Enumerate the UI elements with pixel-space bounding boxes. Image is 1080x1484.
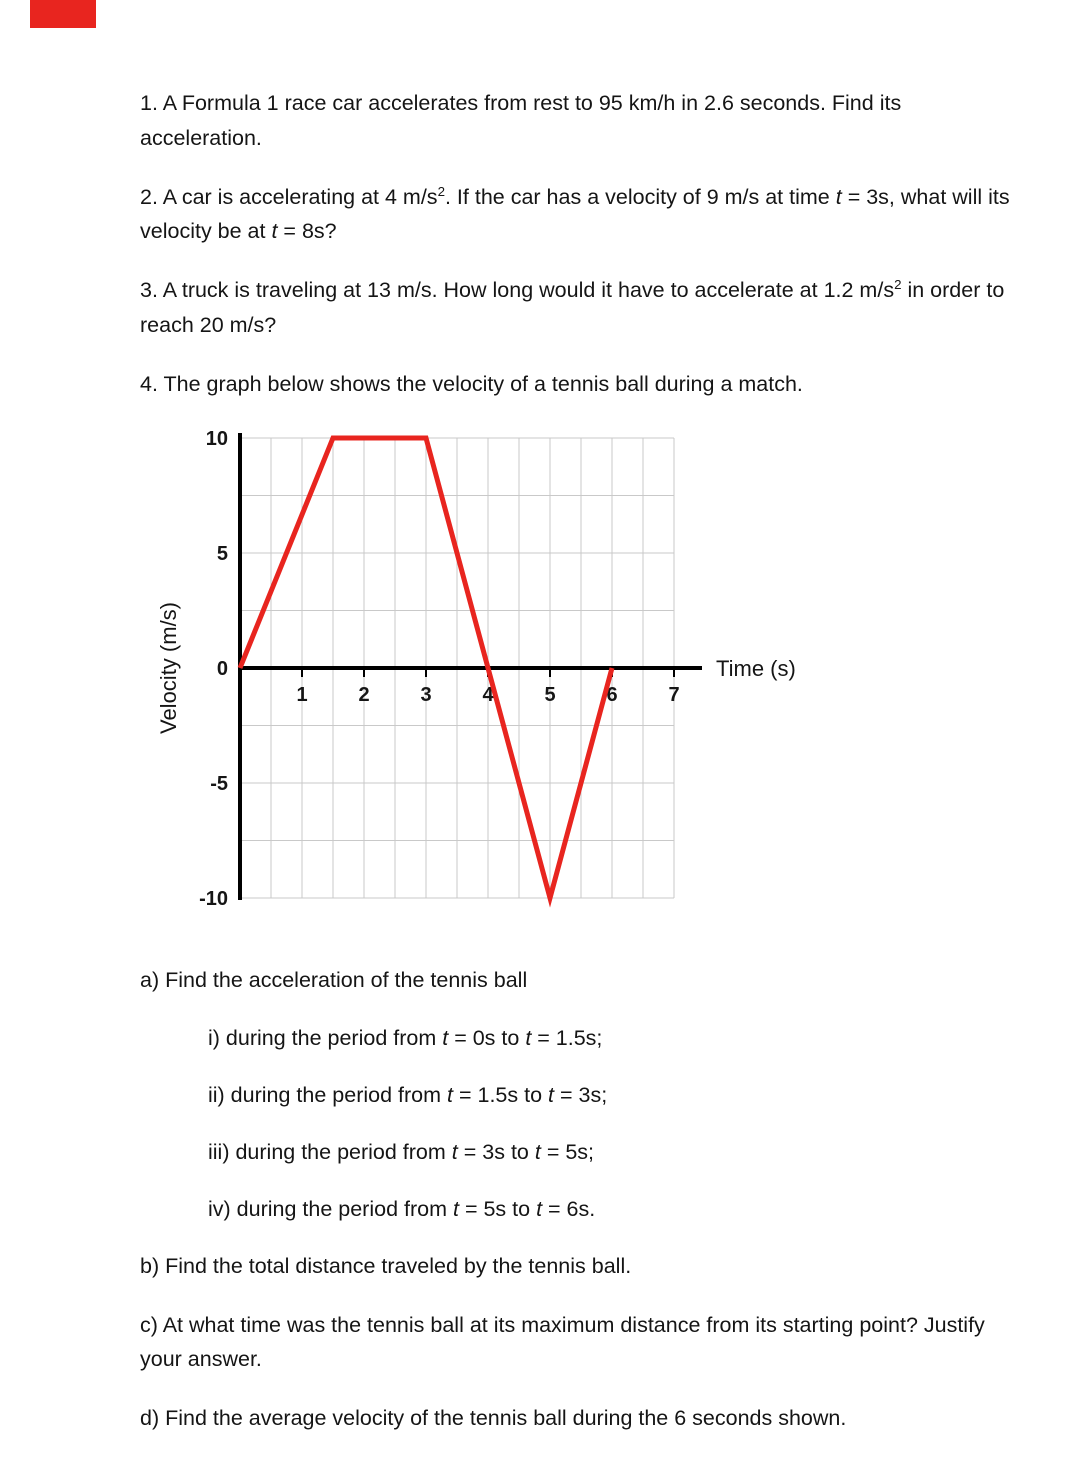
text-segment: 2 [437,183,445,199]
y-tick-label: 10 [205,427,228,450]
text-segment: = 3s to [457,1140,535,1165]
text-segment: t [536,1196,543,1221]
text-segment: t [835,184,842,209]
question-1 [140,86,1016,156]
question-4c [140,1308,1016,1378]
x-tick-label: 3 [420,683,432,706]
text-segment: in order to reach 20 m/s? [140,278,1005,338]
text-segment: 2 [894,277,902,293]
text-segment: t [271,219,278,244]
question-4 [140,367,1016,402]
text-segment: c) At what time was the tennis ball at its maximum distance from its starting point? Justify your answer. [140,1312,985,1372]
x-tick-label: 1 [296,683,308,706]
text-segment: = 3s, what will its velocity be at [140,184,1010,244]
text-segment: = 8s? [277,219,337,244]
text-segment: = 1.5s; [531,1026,603,1051]
text-segment: t [534,1140,541,1165]
corner-red-block [30,0,96,28]
question-4a-iii [208,1135,1016,1170]
question-4d [140,1401,1016,1436]
text-segment: i) during the period from [208,1026,443,1051]
text-segment: iii) during the period from [208,1140,452,1165]
y-tick-label: -5 [210,772,228,795]
text-segment: t [447,1083,453,1108]
question-4a-iv [208,1192,1016,1227]
text-segment: a) Find the acceleration of the tennis ball [140,967,528,992]
text-segment: . If the car has a velocity of 9 m/s at time [444,184,836,209]
velocity-time-graph [148,426,1016,937]
question-4b [140,1249,1016,1284]
y-tick-label: 0 [216,657,228,680]
x-tick-label: 4 [482,683,494,706]
text-segment: iv) during the period from [208,1196,453,1221]
question-4a [140,963,1016,998]
x-tick-label: 5 [544,683,556,706]
text-segment: t [442,1026,449,1051]
question-4a-ii [208,1078,1016,1113]
text-segment: 2. A car is accelerating at 4 m/s [140,184,438,209]
text-segment: = 0s to [448,1026,526,1051]
text-segment: t [451,1140,458,1165]
text-segment: = 3s; [554,1083,608,1108]
y-axis-label: Velocity (m/s) [156,601,181,734]
text-segment: = 5s to [458,1196,537,1221]
y-tick-label: 5 [216,542,228,565]
text-segment: t [452,1196,459,1221]
x-axis-label: Time (s) [716,655,796,681]
velocity-graph-svg [148,426,828,926]
text-segment: d) Find the average velocity of the tennis ball during the 6 seconds shown. [140,1406,847,1431]
x-tick-label: 6 [606,683,618,706]
text-segment: ii) during the period from [208,1083,447,1108]
text-segment: 4. The graph below shows the velocity of a tennis ball during a match. [140,371,803,396]
x-tick-label: 7 [668,683,680,706]
question-2 [140,180,1016,250]
question-4a-i [208,1021,1016,1056]
text-segment: 1. A Formula 1 race car accelerates from rest to 95 km/h in 2.6 seconds. Find its acceleration. [140,91,902,150]
question-3 [140,273,1016,343]
x-tick-label: 2 [358,683,370,706]
text-segment: 3. A truck is traveling at 13 m/s. How long would it have to accelerate at 1.2 m/s [140,278,895,303]
text-segment: t [525,1026,532,1051]
y-tick-label: -10 [199,887,228,910]
text-segment: = 6s. [542,1196,596,1221]
text-segment: = 5s; [540,1140,595,1165]
text-segment: = 1.5s to [452,1083,549,1108]
text-segment: t [548,1083,554,1108]
text-segment: b) Find the total distance traveled by the tennis ball. [140,1253,632,1278]
